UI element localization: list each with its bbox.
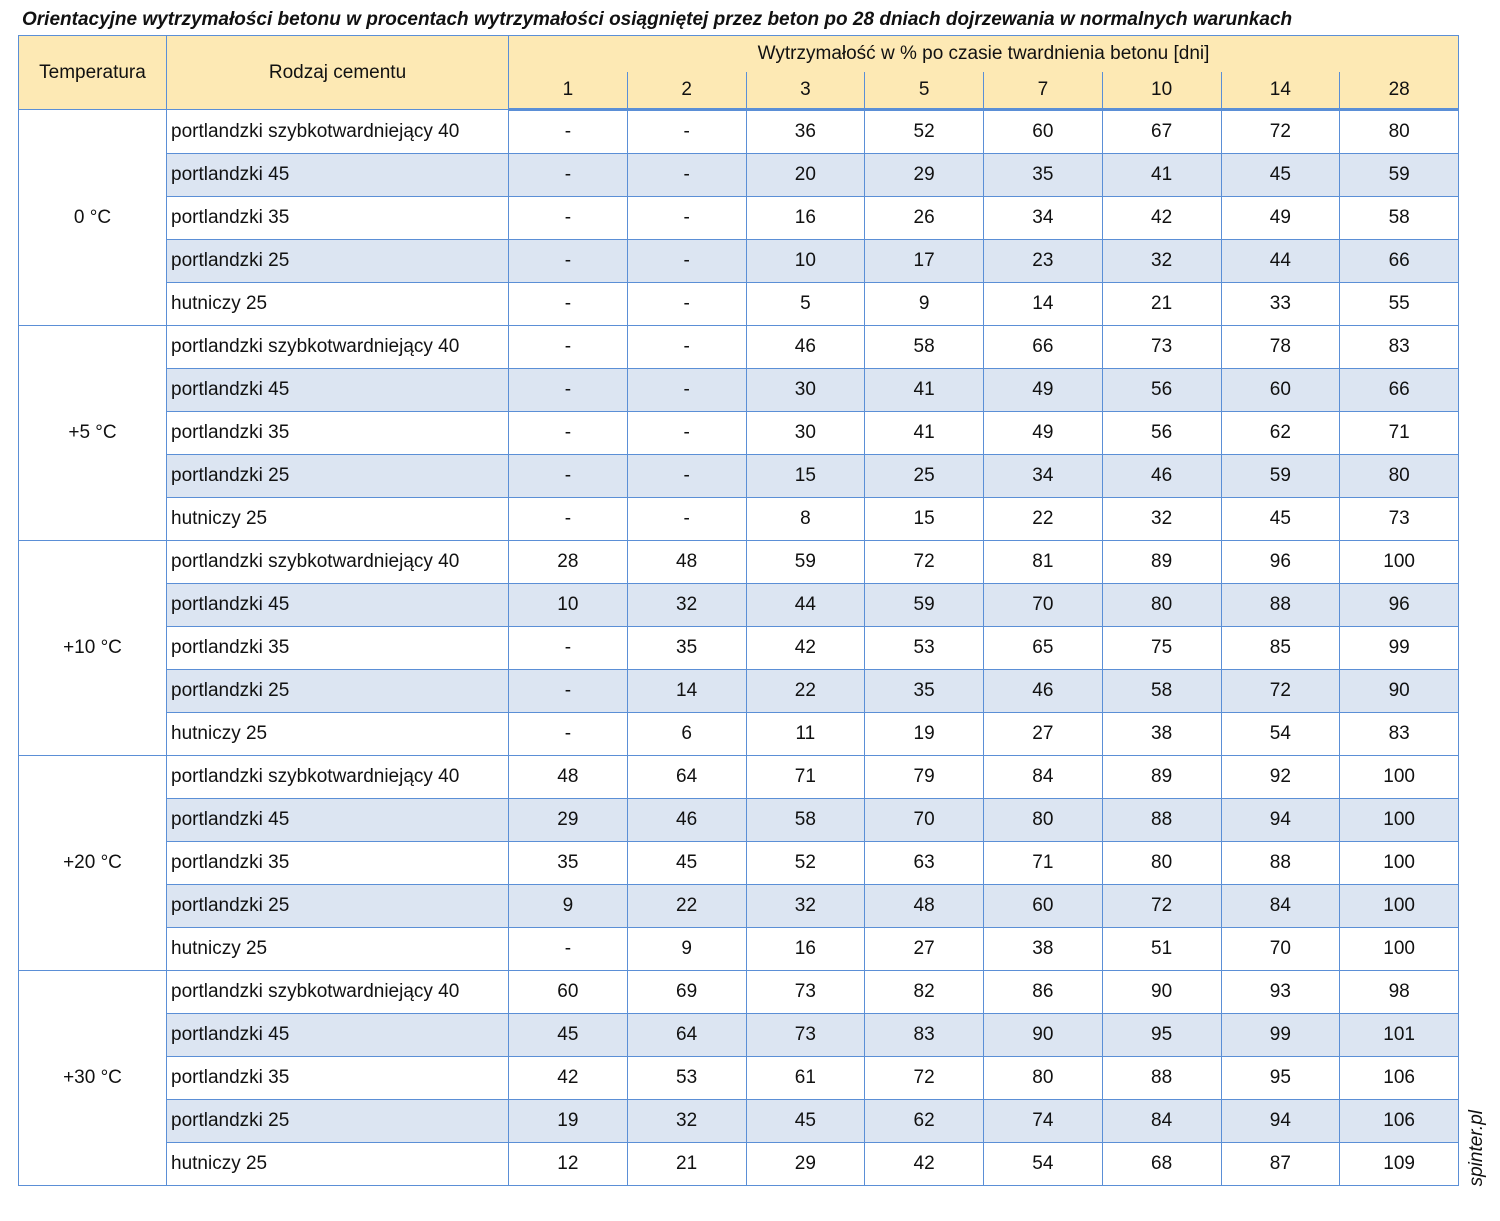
strength-value-cell: - <box>509 197 628 240</box>
strength-value-cell: 84 <box>984 756 1103 799</box>
strength-value-cell: 88 <box>1221 842 1340 885</box>
strength-value-cell: 80 <box>984 1057 1103 1100</box>
strength-value-cell: 83 <box>1340 326 1459 369</box>
strength-value-cell: 22 <box>746 670 865 713</box>
strength-value-cell: 83 <box>865 1014 984 1057</box>
strength-value-cell: - <box>627 197 746 240</box>
strength-value-cell: 73 <box>746 971 865 1014</box>
strength-value-cell: 73 <box>746 1014 865 1057</box>
cement-type-cell: portlandzki 25 <box>167 455 509 498</box>
strength-value-cell: 5 <box>746 283 865 326</box>
strength-value-cell: 99 <box>1221 1014 1340 1057</box>
strength-value-cell: 27 <box>865 928 984 971</box>
strength-value-cell: 62 <box>865 1100 984 1143</box>
strength-value-cell: 75 <box>1102 627 1221 670</box>
strength-value-cell: 70 <box>984 584 1103 627</box>
strength-value-cell: 30 <box>746 412 865 455</box>
strength-value-cell: - <box>509 670 628 713</box>
strength-value-cell: 45 <box>1221 154 1340 197</box>
strength-value-cell: - <box>509 283 628 326</box>
strength-value-cell: 33 <box>1221 283 1340 326</box>
table-body <box>19 110 1459 1186</box>
strength-value-cell: 29 <box>746 1143 865 1186</box>
strength-value-cell: 46 <box>746 326 865 369</box>
strength-value-cell: 100 <box>1340 885 1459 928</box>
strength-value-cell: 45 <box>627 842 746 885</box>
strength-value-cell: 62 <box>1221 412 1340 455</box>
strength-value-cell: 59 <box>746 541 865 584</box>
table-row <box>19 283 1459 326</box>
strength-value-cell: 29 <box>865 154 984 197</box>
strength-value-cell: 52 <box>865 110 984 154</box>
table-row <box>19 154 1459 197</box>
strength-value-cell: - <box>509 455 628 498</box>
cement-type-cell: portlandzki szybkotwardniejący 40 <box>167 541 509 584</box>
header-strength: Wytrzymałość w % po czasie twardnienia betonu [dni] <box>509 36 1459 73</box>
cement-type-cell: hutniczy 25 <box>167 283 509 326</box>
strength-value-cell: 90 <box>1340 670 1459 713</box>
strength-value-cell: - <box>627 283 746 326</box>
watermark: spinter.pl <box>1466 1110 1487 1187</box>
header-day: 7 <box>984 72 1103 110</box>
strength-value-cell: 55 <box>1340 283 1459 326</box>
strength-value-cell: - <box>627 369 746 412</box>
strength-value-cell: 100 <box>1340 799 1459 842</box>
strength-value-cell: 80 <box>1102 842 1221 885</box>
strength-value-cell: 9 <box>627 928 746 971</box>
strength-value-cell: 74 <box>984 1100 1103 1143</box>
strength-value-cell: 42 <box>1102 197 1221 240</box>
strength-value-cell: 45 <box>509 1014 628 1057</box>
strength-value-cell: 14 <box>984 283 1103 326</box>
strength-value-cell: 35 <box>984 154 1103 197</box>
strength-value-cell: 28 <box>509 541 628 584</box>
cement-type-cell: portlandzki 45 <box>167 1014 509 1057</box>
strength-value-cell: 10 <box>509 584 628 627</box>
strength-value-cell: 41 <box>1102 154 1221 197</box>
strength-value-cell: 51 <box>1102 928 1221 971</box>
cement-type-cell: portlandzki 25 <box>167 240 509 283</box>
cement-type-cell: portlandzki 35 <box>167 1057 509 1100</box>
strength-value-cell: - <box>627 455 746 498</box>
strength-value-cell: 66 <box>1340 240 1459 283</box>
strength-value-cell: 10 <box>746 240 865 283</box>
strength-value-cell: 100 <box>1340 541 1459 584</box>
strength-value-cell: 45 <box>746 1100 865 1143</box>
strength-value-cell: 32 <box>1102 498 1221 541</box>
strength-value-cell: 16 <box>746 197 865 240</box>
table-row <box>19 928 1459 971</box>
header-cement-type: Rodzaj cementu <box>167 36 509 110</box>
strength-value-cell: 23 <box>984 240 1103 283</box>
strength-value-cell: - <box>509 627 628 670</box>
strength-value-cell: 71 <box>1340 412 1459 455</box>
header-day: 28 <box>1340 72 1459 110</box>
strength-value-cell: 58 <box>746 799 865 842</box>
strength-value-cell: - <box>509 154 628 197</box>
strength-value-cell: 61 <box>746 1057 865 1100</box>
table-row <box>19 197 1459 240</box>
strength-value-cell: 48 <box>865 885 984 928</box>
strength-value-cell: 20 <box>746 154 865 197</box>
header-temperature: Temperatura <box>19 36 167 110</box>
strength-value-cell: 71 <box>746 756 865 799</box>
table-row <box>19 1057 1459 1100</box>
strength-value-cell: 87 <box>1221 1143 1340 1186</box>
strength-value-cell: 72 <box>1102 885 1221 928</box>
strength-value-cell: 32 <box>746 885 865 928</box>
strength-value-cell: - <box>627 110 746 154</box>
cement-type-cell: hutniczy 25 <box>167 713 509 756</box>
strength-value-cell: - <box>627 412 746 455</box>
cement-type-cell: portlandzki szybkotwardniejący 40 <box>167 971 509 1014</box>
table-row <box>19 1143 1459 1186</box>
header-day: 5 <box>865 72 984 110</box>
table-header <box>19 36 1459 110</box>
strength-value-cell: 27 <box>984 713 1103 756</box>
table-row <box>19 799 1459 842</box>
strength-value-cell: 59 <box>1221 455 1340 498</box>
strength-value-cell: 70 <box>865 799 984 842</box>
strength-value-cell: 17 <box>865 240 984 283</box>
strength-value-cell: 35 <box>627 627 746 670</box>
cement-type-cell: portlandzki 25 <box>167 1100 509 1143</box>
strength-value-cell: 36 <box>746 110 865 154</box>
strength-value-cell: 89 <box>1102 756 1221 799</box>
table-row <box>19 240 1459 283</box>
table-row <box>19 412 1459 455</box>
strength-value-cell: 48 <box>509 756 628 799</box>
strength-value-cell: - <box>627 154 746 197</box>
table-row <box>19 110 1459 154</box>
strength-value-cell: 44 <box>1221 240 1340 283</box>
strength-value-cell: 32 <box>627 584 746 627</box>
strength-value-cell: 80 <box>1340 455 1459 498</box>
strength-value-cell: 64 <box>627 1014 746 1057</box>
temperature-cell: 0 °C <box>19 110 167 326</box>
strength-value-cell: 32 <box>627 1100 746 1143</box>
strength-value-cell: 100 <box>1340 928 1459 971</box>
strength-value-cell: 72 <box>1221 110 1340 154</box>
cement-type-cell: portlandzki 45 <box>167 369 509 412</box>
strength-table <box>18 35 1459 1186</box>
strength-value-cell: 38 <box>984 928 1103 971</box>
cement-type-cell: portlandzki 25 <box>167 885 509 928</box>
strength-value-cell: 42 <box>865 1143 984 1186</box>
strength-value-cell: 95 <box>1221 1057 1340 1100</box>
strength-value-cell: 88 <box>1102 1057 1221 1100</box>
strength-value-cell: 15 <box>746 455 865 498</box>
strength-value-cell: 35 <box>865 670 984 713</box>
strength-value-cell: 78 <box>1221 326 1340 369</box>
strength-value-cell: 70 <box>1221 928 1340 971</box>
strength-value-cell: 60 <box>1221 369 1340 412</box>
strength-value-cell: 65 <box>984 627 1103 670</box>
strength-value-cell: 66 <box>984 326 1103 369</box>
table-row <box>19 326 1459 369</box>
strength-value-cell: 46 <box>1102 455 1221 498</box>
strength-value-cell: 45 <box>1221 498 1340 541</box>
strength-value-cell: 90 <box>1102 971 1221 1014</box>
strength-value-cell: 52 <box>746 842 865 885</box>
temperature-cell: +20 °C <box>19 756 167 971</box>
table-row <box>19 1100 1459 1143</box>
table-row <box>19 455 1459 498</box>
strength-value-cell: 38 <box>1102 713 1221 756</box>
strength-value-cell: 80 <box>984 799 1103 842</box>
strength-value-cell: 9 <box>865 283 984 326</box>
strength-value-cell: 92 <box>1221 756 1340 799</box>
table-row <box>19 627 1459 670</box>
strength-value-cell: - <box>509 713 628 756</box>
strength-value-cell: 12 <box>509 1143 628 1186</box>
strength-value-cell: 34 <box>984 455 1103 498</box>
strength-value-cell: 72 <box>865 1057 984 1100</box>
strength-value-cell: 72 <box>1221 670 1340 713</box>
strength-value-cell: 79 <box>865 756 984 799</box>
strength-value-cell: 96 <box>1221 541 1340 584</box>
strength-value-cell: - <box>627 498 746 541</box>
cement-type-cell: portlandzki szybkotwardniejący 40 <box>167 326 509 369</box>
cement-type-cell: portlandzki szybkotwardniejący 40 <box>167 756 509 799</box>
strength-value-cell: 101 <box>1340 1014 1459 1057</box>
strength-value-cell: 8 <box>746 498 865 541</box>
strength-value-cell: 34 <box>984 197 1103 240</box>
strength-value-cell: 93 <box>1221 971 1340 1014</box>
strength-value-cell: 32 <box>1102 240 1221 283</box>
strength-value-cell: 54 <box>984 1143 1103 1186</box>
cement-type-cell: portlandzki szybkotwardniejący 40 <box>167 110 509 154</box>
table-row <box>19 713 1459 756</box>
table-row <box>19 756 1459 799</box>
strength-value-cell: 22 <box>984 498 1103 541</box>
cement-type-cell: portlandzki 35 <box>167 197 509 240</box>
strength-value-cell: 58 <box>1102 670 1221 713</box>
strength-value-cell: - <box>509 412 628 455</box>
strength-value-cell: 95 <box>1102 1014 1221 1057</box>
strength-value-cell: - <box>627 326 746 369</box>
strength-value-cell: 58 <box>865 326 984 369</box>
strength-value-cell: 106 <box>1340 1057 1459 1100</box>
strength-value-cell: 82 <box>865 971 984 1014</box>
strength-value-cell: 80 <box>1102 584 1221 627</box>
strength-value-cell: - <box>509 369 628 412</box>
strength-value-cell: 94 <box>1221 1100 1340 1143</box>
strength-value-cell: 19 <box>509 1100 628 1143</box>
strength-value-cell: 30 <box>746 369 865 412</box>
strength-value-cell: 66 <box>1340 369 1459 412</box>
strength-value-cell: 88 <box>1221 584 1340 627</box>
table-row <box>19 885 1459 928</box>
header-day: 1 <box>509 72 628 110</box>
header-day: 10 <box>1102 72 1221 110</box>
strength-value-cell: 89 <box>1102 541 1221 584</box>
strength-value-cell: 88 <box>1102 799 1221 842</box>
table-row <box>19 842 1459 885</box>
strength-value-cell: 60 <box>509 971 628 1014</box>
strength-value-cell: 100 <box>1340 756 1459 799</box>
strength-value-cell: 48 <box>627 541 746 584</box>
cement-type-cell: hutniczy 25 <box>167 498 509 541</box>
table-row <box>19 971 1459 1014</box>
cement-type-cell: hutniczy 25 <box>167 1143 509 1186</box>
strength-value-cell: 84 <box>1102 1100 1221 1143</box>
strength-value-cell: 29 <box>509 799 628 842</box>
cement-type-cell: portlandzki 35 <box>167 842 509 885</box>
header-day: 3 <box>746 72 865 110</box>
strength-value-cell: 6 <box>627 713 746 756</box>
strength-value-cell: 21 <box>627 1143 746 1186</box>
strength-value-cell: 22 <box>627 885 746 928</box>
strength-value-cell: - <box>509 928 628 971</box>
strength-value-cell: 11 <box>746 713 865 756</box>
temperature-cell: +10 °C <box>19 541 167 756</box>
temperature-cell: +5 °C <box>19 326 167 541</box>
strength-value-cell: 59 <box>865 584 984 627</box>
strength-value-cell: 58 <box>1340 197 1459 240</box>
table-row <box>19 369 1459 412</box>
strength-value-cell: 60 <box>984 885 1103 928</box>
strength-value-cell: 109 <box>1340 1143 1459 1186</box>
strength-value-cell: 71 <box>984 842 1103 885</box>
cement-type-cell: portlandzki 45 <box>167 154 509 197</box>
table-row <box>19 1014 1459 1057</box>
cement-type-cell: portlandzki 45 <box>167 799 509 842</box>
strength-value-cell: 46 <box>984 670 1103 713</box>
cement-type-cell: hutniczy 25 <box>167 928 509 971</box>
cement-type-cell: portlandzki 35 <box>167 627 509 670</box>
strength-value-cell: 49 <box>984 369 1103 412</box>
strength-value-cell: 72 <box>865 541 984 584</box>
strength-value-cell: 100 <box>1340 842 1459 885</box>
strength-value-cell: 90 <box>984 1014 1103 1057</box>
strength-value-cell: 67 <box>1102 110 1221 154</box>
table-row <box>19 498 1459 541</box>
strength-value-cell: 19 <box>865 713 984 756</box>
strength-value-cell: 60 <box>984 110 1103 154</box>
strength-value-cell: 56 <box>1102 369 1221 412</box>
strength-value-cell: 49 <box>984 412 1103 455</box>
strength-value-cell: 25 <box>865 455 984 498</box>
strength-value-cell: - <box>509 326 628 369</box>
strength-value-cell: 9 <box>509 885 628 928</box>
strength-value-cell: - <box>509 240 628 283</box>
header-day: 14 <box>1221 72 1340 110</box>
strength-value-cell: 44 <box>746 584 865 627</box>
strength-value-cell: 41 <box>865 412 984 455</box>
strength-value-cell: 86 <box>984 971 1103 1014</box>
strength-value-cell: - <box>509 498 628 541</box>
page-title: Orientacyjne wytrzymałości betonu w procentach wytrzymałości osiągniętej przez beton po 28 dniach dojrzewania w normalnych warunkach <box>22 9 1293 30</box>
strength-value-cell: 69 <box>627 971 746 1014</box>
strength-value-cell: 49 <box>1221 197 1340 240</box>
strength-value-cell: 53 <box>627 1057 746 1100</box>
strength-value-cell: 35 <box>509 842 628 885</box>
strength-value-cell: - <box>509 110 628 154</box>
strength-value-cell: 41 <box>865 369 984 412</box>
strength-value-cell: 56 <box>1102 412 1221 455</box>
cement-type-cell: portlandzki 25 <box>167 670 509 713</box>
strength-value-cell: 73 <box>1102 326 1221 369</box>
strength-value-cell: 98 <box>1340 971 1459 1014</box>
strength-value-cell: 83 <box>1340 713 1459 756</box>
strength-value-cell: 42 <box>746 627 865 670</box>
strength-value-cell: 14 <box>627 670 746 713</box>
cement-type-cell: portlandzki 35 <box>167 412 509 455</box>
cement-type-cell: portlandzki 45 <box>167 584 509 627</box>
strength-value-cell: 68 <box>1102 1143 1221 1186</box>
strength-value-cell: 99 <box>1340 627 1459 670</box>
strength-value-cell: 94 <box>1221 799 1340 842</box>
strength-value-cell: 53 <box>865 627 984 670</box>
strength-value-cell: 59 <box>1340 154 1459 197</box>
strength-value-cell: 54 <box>1221 713 1340 756</box>
strength-value-cell: 85 <box>1221 627 1340 670</box>
strength-value-cell: 16 <box>746 928 865 971</box>
table-row <box>19 541 1459 584</box>
strength-value-cell: 73 <box>1340 498 1459 541</box>
strength-value-cell: 106 <box>1340 1100 1459 1143</box>
table-row <box>19 670 1459 713</box>
strength-value-cell: 64 <box>627 756 746 799</box>
strength-value-cell: 15 <box>865 498 984 541</box>
strength-value-cell: 21 <box>1102 283 1221 326</box>
header-day: 2 <box>627 72 746 110</box>
strength-value-cell: 26 <box>865 197 984 240</box>
strength-value-cell: 63 <box>865 842 984 885</box>
table-row <box>19 584 1459 627</box>
strength-value-cell: 96 <box>1340 584 1459 627</box>
strength-value-cell: 81 <box>984 541 1103 584</box>
strength-value-cell: 46 <box>627 799 746 842</box>
strength-value-cell: 80 <box>1340 110 1459 154</box>
strength-value-cell: 84 <box>1221 885 1340 928</box>
temperature-cell: +30 °C <box>19 971 167 1186</box>
strength-value-cell: - <box>627 240 746 283</box>
strength-value-cell: 42 <box>509 1057 628 1100</box>
